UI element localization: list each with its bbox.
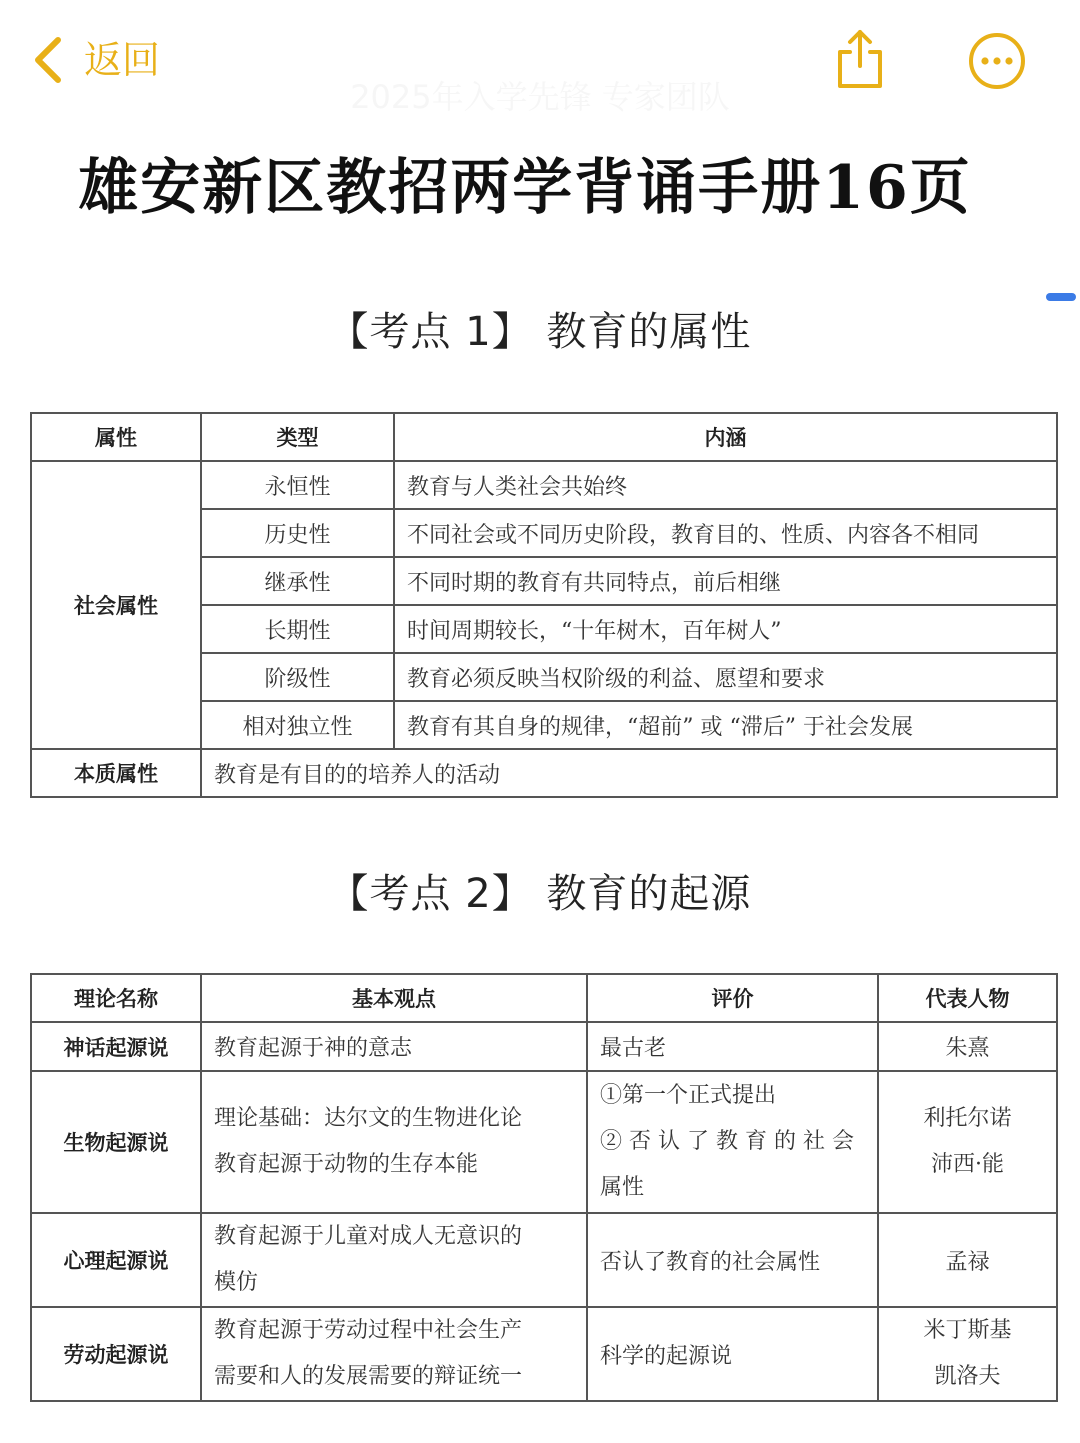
more-icon[interactable] (968, 32, 1026, 90)
people-cell (878, 1307, 1057, 1401)
header-cell: 属性 (31, 413, 201, 461)
people-cell: 朱熹 (878, 1022, 1057, 1071)
section1-heading: 【考点 1】 教育的属性 (328, 309, 752, 355)
content-cell: 不同社会或不同历史阶段，教育目的、性质、内容各不相同 (394, 509, 1057, 557)
theory-name: 心理起源说 (31, 1213, 201, 1307)
eval-cell (587, 1071, 878, 1213)
view-line: 教育起源于劳动过程中社会生产 (214, 1318, 523, 1343)
eval-cell: 最古老 (587, 1022, 878, 1071)
table-row (31, 1213, 1057, 1307)
type-cell: 阶级性 (201, 653, 394, 701)
content-cell: 教育必须反映当权阶级的利益、愿望和要求 (394, 653, 1057, 701)
people-line: 米丁斯基 (923, 1318, 1012, 1343)
eval-cell: 否认了教育的社会属性 (587, 1213, 878, 1307)
eval-line: 属性 (600, 1175, 645, 1200)
content-cell: 时间周期较长，“十年树木，百年树人” (394, 605, 1057, 653)
table-header-row (31, 974, 1057, 1022)
people-line: 凯洛夫 (934, 1364, 1001, 1389)
chevron-left-icon (30, 34, 66, 86)
table-row (31, 1071, 1057, 1213)
people-line: 利托尔诺 (923, 1106, 1012, 1131)
view-cell (201, 1071, 587, 1213)
back-button[interactable] (30, 34, 160, 86)
people-cell (878, 1071, 1057, 1213)
table-row (31, 1307, 1057, 1401)
header-cell: 类型 (201, 413, 394, 461)
type-cell: 历史性 (201, 509, 394, 557)
view-line: 模仿 (214, 1270, 259, 1295)
content-cell: 教育与人类社会共始终 (394, 461, 1057, 509)
table-row (31, 1022, 1057, 1071)
view-cell: 教育起源于神的意志 (201, 1022, 587, 1071)
view-cell (201, 1307, 587, 1401)
eval-line: ② 否 认 了 教 育 的 社 会 (600, 1129, 854, 1154)
faint-header-text: 2025年入学先锋 专家团队 (350, 78, 730, 116)
group-label-social: 社会属性 (31, 461, 201, 749)
type-cell: 继承性 (201, 557, 394, 605)
header-cell: 理论名称 (31, 974, 201, 1022)
type-cell: 长期性 (201, 605, 394, 653)
type-cell: 永恒性 (201, 461, 394, 509)
essence-label: 本质属性 (31, 749, 201, 797)
type-cell: 相对独立性 (201, 701, 394, 749)
theory-name: 神话起源说 (31, 1022, 201, 1071)
top-nav-bar (0, 0, 1080, 120)
view-line: 需要和人的发展需要的辩证统一 (214, 1364, 523, 1389)
attributes-table (30, 412, 1058, 798)
header-cell: 内涵 (394, 413, 1057, 461)
view-line: 理论基础：达尔文的生物进化论 (214, 1106, 523, 1131)
table-header-row (31, 413, 1057, 461)
section2-heading: 【考点 2】 教育的起源 (328, 871, 752, 917)
content-cell: 不同时期的教育有共同特点，前后相继 (394, 557, 1057, 605)
share-icon[interactable] (832, 28, 888, 92)
page-title: 雄安新区教招两学背诵手册16页 (78, 153, 972, 223)
essence-content: 教育是有目的的培养人的活动 (201, 749, 1057, 797)
header-cell: 代表人物 (878, 974, 1057, 1022)
people-cell: 孟禄 (878, 1213, 1057, 1307)
theory-name: 生物起源说 (31, 1071, 201, 1213)
content-cell: 教育有其自身的规律，“超前” 或 “滞后” 于社会发展 (394, 701, 1057, 749)
eval-cell: 科学的起源说 (587, 1307, 878, 1401)
header-cell: 基本观点 (201, 974, 587, 1022)
theory-name: 劳动起源说 (31, 1307, 201, 1401)
back-label: 返回 (84, 38, 161, 82)
origin-table (30, 973, 1058, 1402)
table-row (31, 461, 1057, 509)
header-cell: 评价 (587, 974, 878, 1022)
view-cell (201, 1213, 587, 1307)
table-row (31, 749, 1057, 797)
eval-line: ①第一个正式提出 (600, 1083, 777, 1108)
view-line: 教育起源于儿童对成人无意识的 (214, 1224, 523, 1249)
people-line: 沛西·能 (931, 1152, 1004, 1177)
view-line: 教育起源于动物的生存本能 (214, 1152, 479, 1177)
